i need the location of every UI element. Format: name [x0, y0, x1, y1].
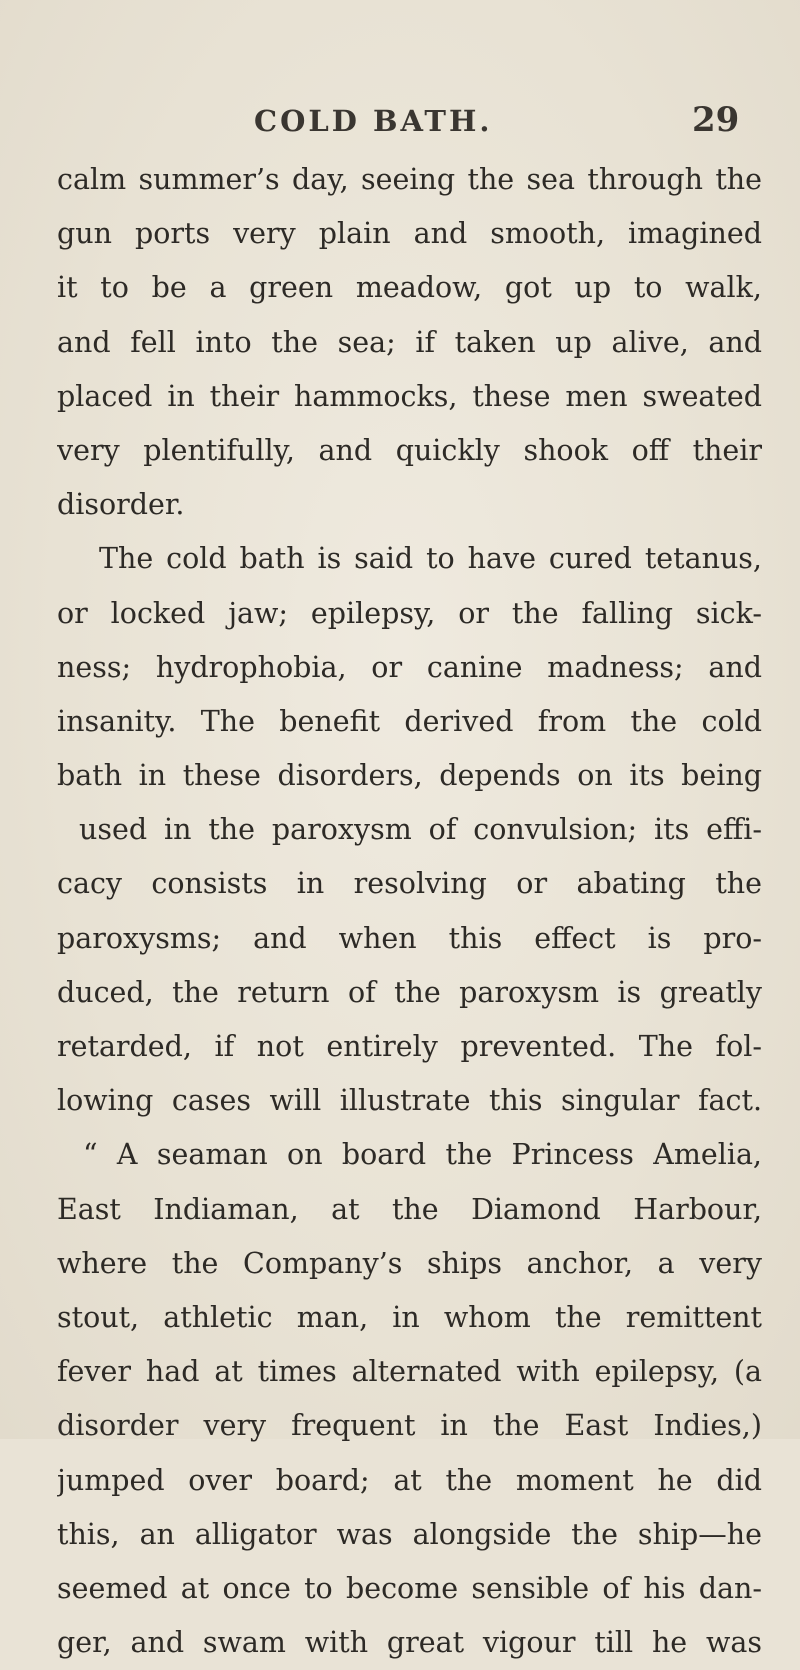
- text-line: and fell into the sea; if taken up alive, and: [57, 325, 762, 359]
- text-line: retarded, if not entirely prevented. The fol-: [57, 1030, 762, 1063]
- text-line: where the Company’s ships anchor, a very: [57, 1246, 762, 1280]
- text-line: cacy consists in resolving or abating the: [57, 867, 762, 901]
- text-line: gun ports very plain and smooth, imagined: [57, 217, 762, 251]
- text-line: lowing cases will illustrate this singular fact.: [57, 1084, 762, 1118]
- text-line: ger, and swam with great vigour till he was: [57, 1626, 762, 1660]
- text-line: insanity. The benefit derived from the cold: [57, 704, 762, 738]
- text-line: calm summer’s day, seeing the sea through the: [57, 163, 762, 196]
- text-line: stout, athletic man, in whom the remittent: [57, 1300, 762, 1334]
- text-line: this, an alligator was alongside the ship—he: [57, 1517, 762, 1551]
- text-line: duced, the return of the paroxysm is greatly: [57, 975, 762, 1009]
- text-line: seemed at once to become sensible of his dan-: [57, 1571, 762, 1605]
- text-line: fever had at times alternated with epilepsy, (a: [57, 1355, 762, 1389]
- running-head: COLD BATH.: [254, 104, 493, 138]
- page-number: 29: [692, 100, 740, 140]
- text-line: paroxysms; and when this effect is pro-: [57, 921, 762, 955]
- text-line: The cold bath is said to have cured tetanus,: [99, 542, 762, 576]
- text-line: jumped over board; at the moment he did: [57, 1463, 762, 1497]
- body-text: [57, 153, 762, 1670]
- text-line: disorder.: [57, 488, 185, 522]
- text-line: “ A seaman on board the Princess Amelia,: [83, 1138, 762, 1172]
- text-line: ness; hydrophobia, or canine madness; and: [57, 650, 762, 684]
- text-line: very plentifully, and quickly shook off their: [57, 433, 762, 467]
- text-line: bath in these disorders, depends on its being: [57, 759, 762, 793]
- page-header: [0, 96, 800, 156]
- text-line: placed in their hammocks, these men sweated: [57, 379, 762, 413]
- text-line: disorder very frequent in the East Indies,): [57, 1409, 762, 1443]
- text-line: it to be a green meadow, got up to walk,: [57, 271, 762, 305]
- text-line: or locked jaw; epilepsy, or the falling sick-: [57, 596, 762, 630]
- text-line: used in the paroxysm of convulsion; its effi-: [79, 813, 762, 847]
- text-line: East Indiaman, at the Diamond Harbour,: [57, 1192, 762, 1226]
